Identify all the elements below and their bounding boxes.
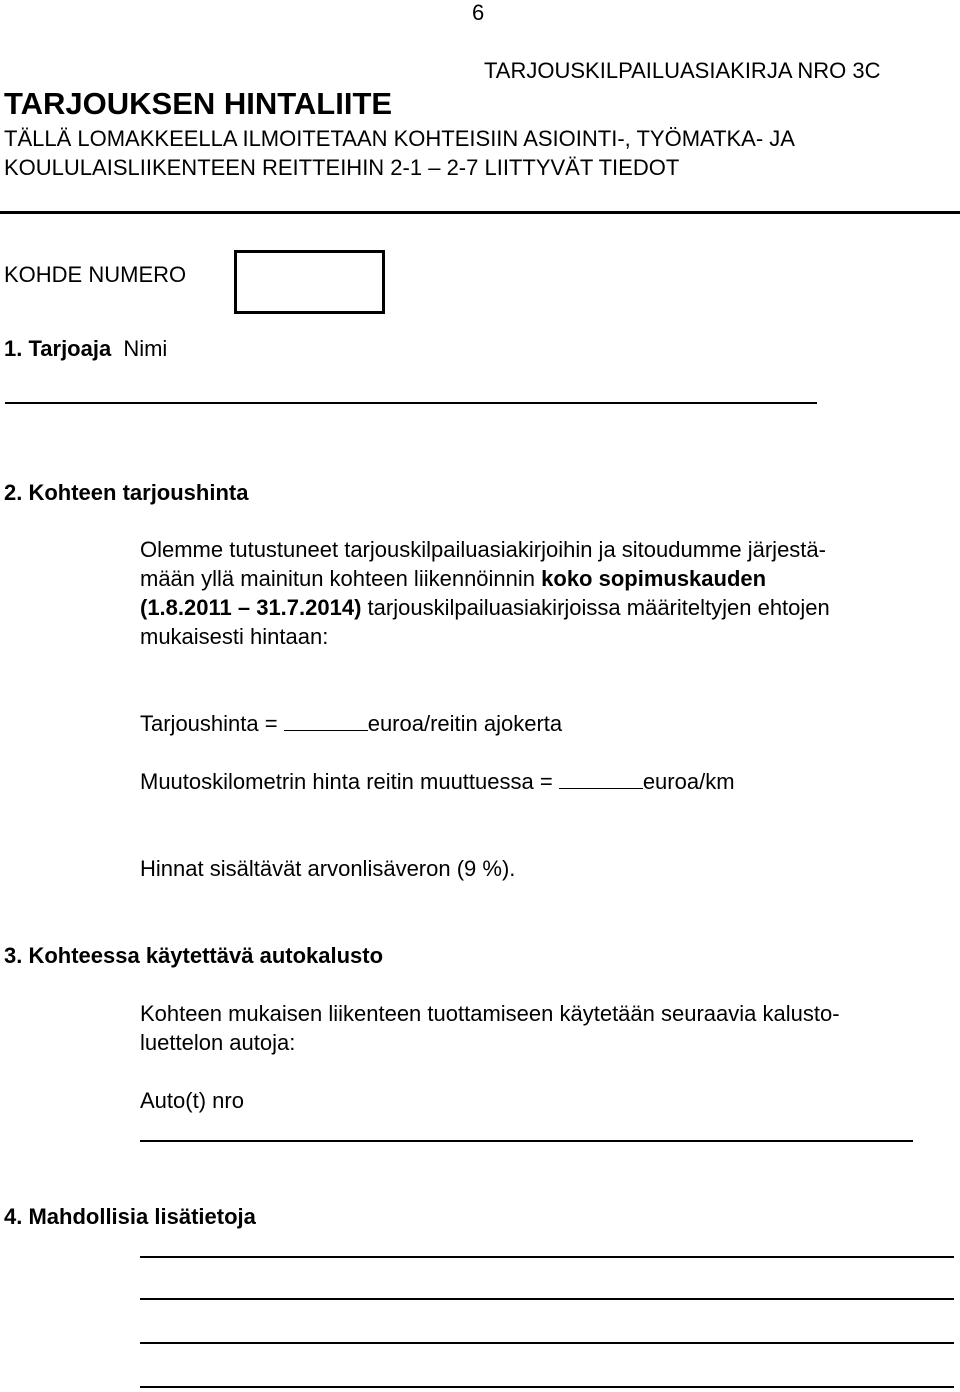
section-2-para-line-4: mukaisesti hintaan: xyxy=(140,624,329,649)
section-2-heading: 2. Kohteen tarjoushinta xyxy=(4,480,249,505)
section-4-heading: 4. Mahdollisia lisätietoja xyxy=(4,1204,256,1229)
page-title: TARJOUKSEN HINTALIITE xyxy=(4,86,393,121)
vehicle-number-label: Auto(t) nro xyxy=(140,1088,244,1113)
additional-info-line[interactable] xyxy=(140,1386,954,1388)
vat-note: Hinnat sisältävät arvonlisäveron (9 %). xyxy=(140,856,516,881)
contract-period-emphasis: koko sopimuskauden xyxy=(541,566,767,591)
section-2-para-line-2 xyxy=(140,566,766,592)
offer-price-row xyxy=(140,710,562,737)
subtitle-line-2: KOULULAISLIIKENTEEN REITTEIHIN 2-1 – 2-7 LIITTYVÄT TIEDOT xyxy=(4,155,680,180)
offer-price-label: Tarjoushinta = xyxy=(140,711,284,736)
target-number-box[interactable] xyxy=(234,250,385,314)
vehicle-number-field[interactable] xyxy=(140,1140,913,1142)
additional-info-line[interactable] xyxy=(140,1342,954,1344)
additional-info-line[interactable] xyxy=(140,1256,954,1258)
header-divider xyxy=(0,211,960,214)
section-3-para-line-2: luettelon autoja: xyxy=(140,1030,296,1055)
contract-period-dates: (1.8.2011 – 31.7.2014) xyxy=(140,595,362,620)
name-field[interactable] xyxy=(5,402,817,404)
km-price-field[interactable] xyxy=(559,768,643,789)
name-label: Nimi xyxy=(123,336,168,361)
subtitle-line-1: TÄLLÄ LOMAKKEELLA ILMOITETAAN KOHTEISIIN ASIOINTI-, TYÖMATKA- JA xyxy=(4,126,795,151)
offer-price-field[interactable] xyxy=(284,710,368,731)
section-1-heading: 1. Tarjoaja xyxy=(4,336,112,361)
document-id: TARJOUSKILPAILUASIAKIRJA NRO 3C xyxy=(484,58,881,83)
km-price-row xyxy=(140,768,735,795)
para-text: tarjouskilpailuasiakirjoissa määriteltyjen ehtojen xyxy=(361,595,830,620)
additional-info-line[interactable] xyxy=(140,1298,954,1300)
section-2-para-line-1: Olemme tutustuneet tarjouskilpailuasiakirjoihin ja sitoudumme järjestä- xyxy=(140,537,826,562)
section-1 xyxy=(4,336,167,362)
section-2-para-line-3 xyxy=(140,595,830,621)
section-3-heading: 3. Kohteessa käytettävä autokalusto xyxy=(4,943,384,968)
km-price-unit: euroa/km xyxy=(642,769,735,794)
para-text: mään yllä mainitun kohteen liikennöinnin xyxy=(140,566,542,591)
target-number-label: KOHDE NUMERO xyxy=(4,262,187,287)
offer-price-unit: euroa/reitin ajokerta xyxy=(367,711,563,736)
km-price-label: Muutoskilometrin hinta reitin muuttuessa = xyxy=(140,769,559,794)
page-number: 6 xyxy=(472,0,485,25)
section-3-para-line-1: Kohteen mukaisen liikenteen tuottamiseen käytetään seuraavia kalusto- xyxy=(140,1001,840,1026)
